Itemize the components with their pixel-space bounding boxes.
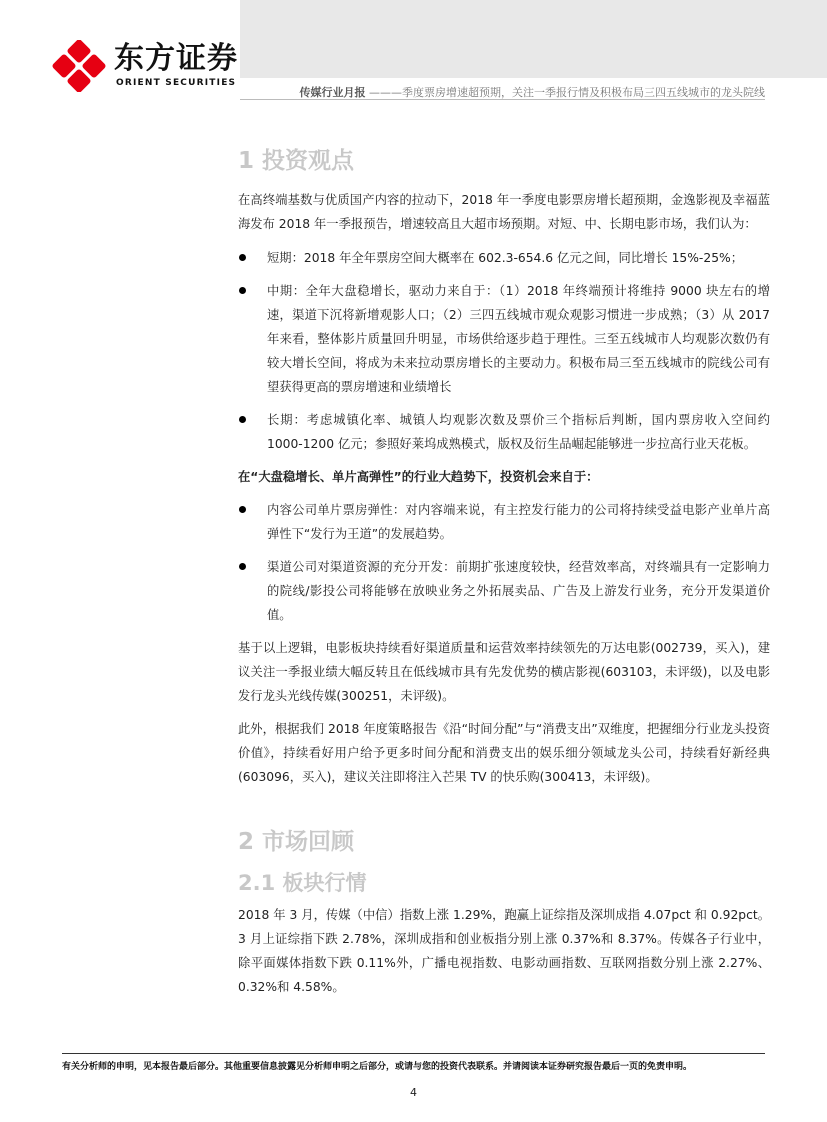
opportunity-heading: 在“大盘稳增长、单片高弹性”的行业大趋势下，投资机会来自于： xyxy=(238,470,599,484)
outlook-list xyxy=(238,246,770,456)
bullet-icon xyxy=(239,506,246,513)
footer-disclaimer: 有关分析师的申明，见本报告最后部分。其他重要信息披露见分析师申明之后部分，或请与您的投资代表联系。并请阅读本证券研究报告最后一页的免责申明。 xyxy=(62,1062,693,1072)
section-1-title: 1 投资观点 xyxy=(238,148,355,174)
list-item: 内容公司单片票房弹性：对内容端来说，有主控发行能力的公司将持续受益电影产业单片高弹性下“发行为王道”的发展趋势。 xyxy=(238,498,770,546)
list-item: 短期：2018 年全年票房空间大概率在 602.3-654.6 亿元之间，同比增长 15%-25%； xyxy=(238,246,770,270)
report-header xyxy=(0,84,765,100)
header-grey-band xyxy=(240,0,827,78)
brand-name-en: ORIENT SECURITIES xyxy=(116,78,237,88)
report-subtitle: ———季度票房增速超预期，关注一季报行情及积极布局三四五线城市的龙头院线 xyxy=(369,86,765,99)
bullet-icon xyxy=(239,254,246,261)
main-content xyxy=(238,146,770,999)
header-divider xyxy=(240,99,765,100)
section-1-intro: 在高终端基数与优质国产内容的拉动下，2018 年一季度电影票房增长超预期，金逸影视及幸福蓝海发布 2018 年一季报预告，增速较高且大超市场预期。对短、中、长期电影市场，我们认为： xyxy=(238,193,770,231)
bullet-icon xyxy=(239,416,246,423)
section-2-1-title: 2.1 板块行情 xyxy=(238,871,367,895)
market-review-paragraph: 2018 年 3 月，传媒（中信）指数上涨 1.29%，跑赢上证综指及深圳成指 4.07pct 和 0.92pct。3 月上证综指下跌 2.78%，深圳成指和创业板指分别上涨 0.37%和 8.37%。传媒各子行业中，除平面媒体指数下跌 0.11%外，广播电视指数、电影动画指数、互联网指数分别上涨 2.27%、0.32%和 4.58%。 xyxy=(238,908,770,994)
recommendation-paragraph: 基于以上逻辑，电影板块持续看好渠道质量和运营效率持续领先的万达电影(002739，买入)，建议关注一季报业绩大幅反转且在低线城市具有先发优势的横店影视(603103，未评级)，以及电影发行龙头光线传媒(300251，未评级)。 xyxy=(238,641,770,703)
section-2-title: 2 市场回顾 xyxy=(238,829,355,855)
opportunity-list xyxy=(238,498,770,627)
bullet-icon xyxy=(239,287,246,294)
bullet-icon xyxy=(239,563,246,570)
strategy-paragraph: 此外，根据我们 2018 年度策略报告《沿“时间分配”与“消费支出”双维度，把握细分行业龙头投资价值》，持续看好用户给予更多时间分配和消费支出的娱乐细分领域龙头公司，持续看好新经典(603096，买入)，建议关注即将注入芒果 TV 的快乐购(300413，未评级)。 xyxy=(238,722,770,784)
list-item: 中期：全年大盘稳增长，驱动力来自于：（1）2018 年终端预计将维持 9000 块左右的增速，渠道下沉将新增观影人口；（2）三四五线城市观众观影习惯进一步成熟；（3）从 2017 年来看，整体影片质量回升明显，市场供给逐步趋于理性。三至五线城市人均观影次数仍有较大增长空间，将成为未来拉动票房增长的主要动力。积极布局三至五线城市的院线公司有望获得更高的票房增速和业绩增长 xyxy=(238,279,770,399)
list-item: 渠道公司对渠道资源的充分开发：前期扩张速度较快，经营效率高，对终端具有一定影响力的院线/影投公司将能够在放映业务之外拓展卖品、广告及上游发行业务，充分开发渠道价值。 xyxy=(238,555,770,627)
list-item: 长期：考虑城镇化率、城镇人均观影次数及票价三个指标后判断，国内票房收入空间约 1000-1200 亿元；参照好莱坞成熟模式，版权及衍生品崛起能够进一步拉高行业天花板。 xyxy=(238,408,770,456)
brand-name-cn: 东方证券 xyxy=(114,41,238,76)
footer-divider xyxy=(62,1053,765,1054)
page-number: 4 xyxy=(410,1086,417,1099)
report-type: 传媒行业月报 xyxy=(299,86,366,99)
